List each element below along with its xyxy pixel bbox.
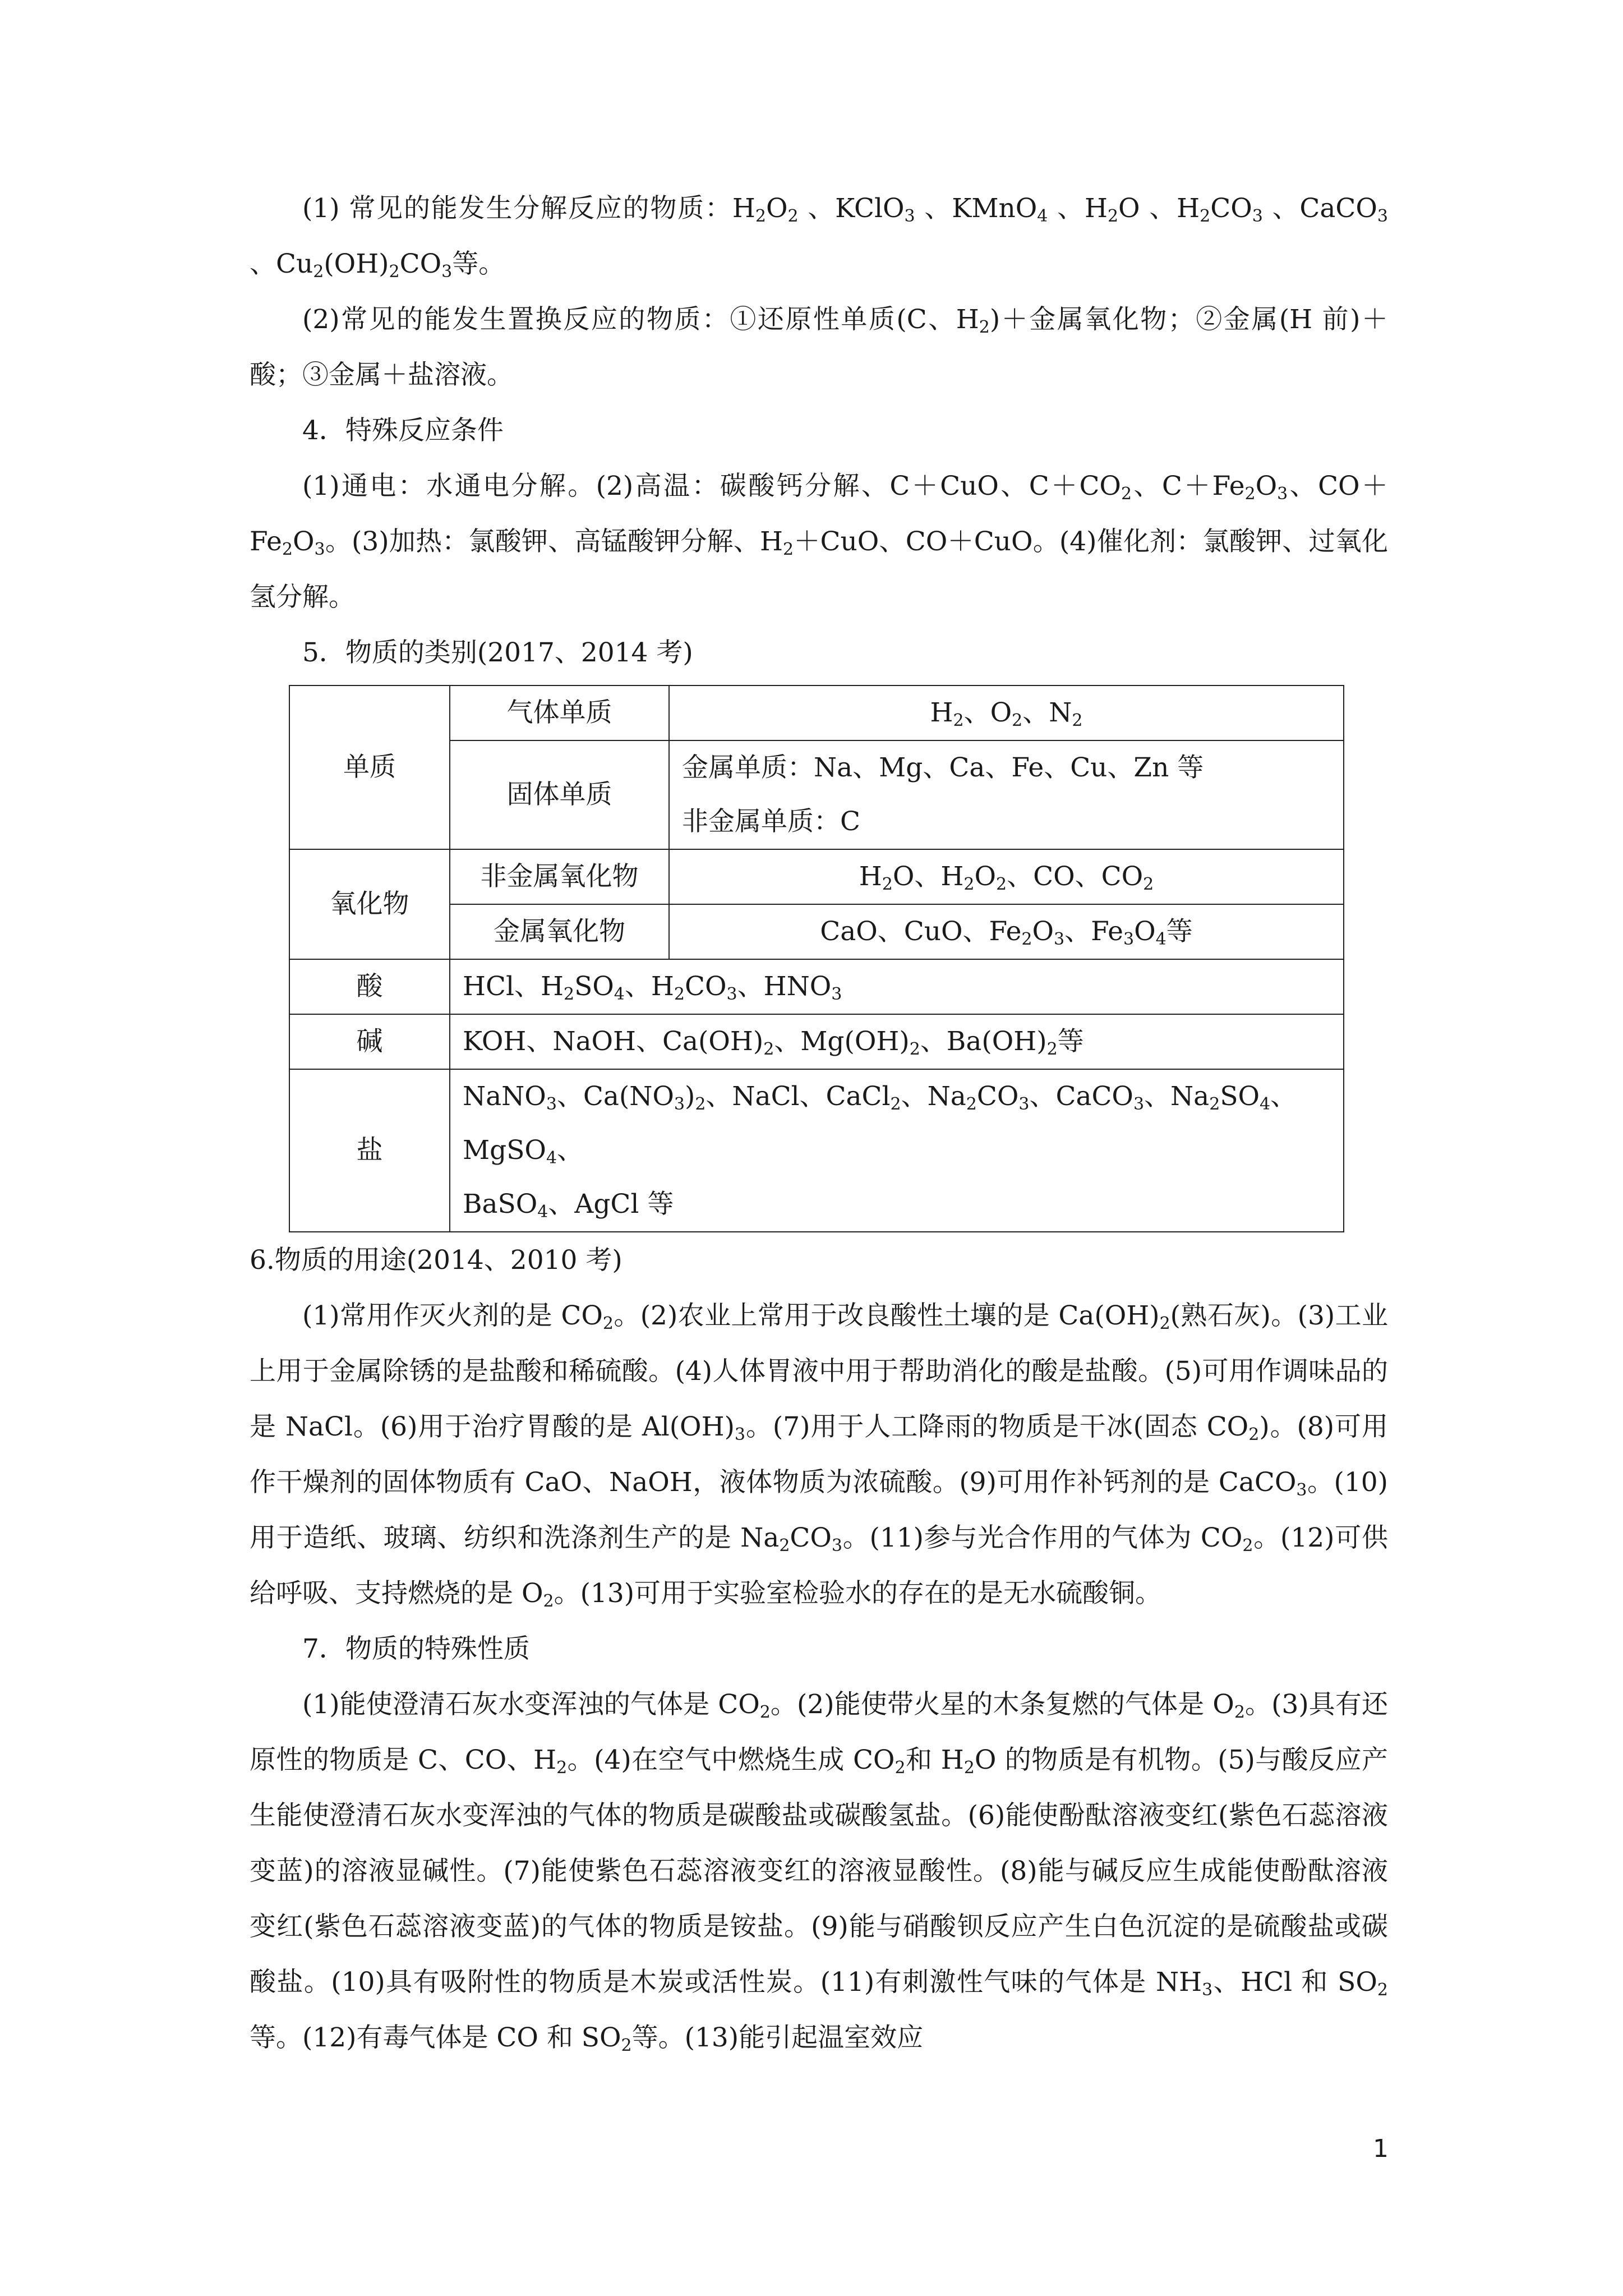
page-number: 1	[1373, 2134, 1389, 2163]
text-run: ＋CuO、CO＋CuO。(4)催化剂：氯酸钾、过氧化氢分解。	[250, 526, 1388, 613]
substance-category-table	[289, 685, 1344, 1232]
text-run: (熟石灰)。(3)工业上用于金属除锈的是盐酸和稀硫酸。(4)人体胃液中用于帮助消化的酸是盐酸。(5)可用作调味品的是 NaCl。(6)用于治疗胃酸的是 Al(OH)	[250, 1300, 1388, 1442]
subscript: 2	[996, 875, 1007, 894]
text-run: 、N	[1022, 697, 1072, 728]
text-run: O	[292, 526, 315, 557]
subscript: 2	[1248, 1425, 1260, 1444]
category-cell-acid: 酸	[289, 959, 450, 1014]
subscript: 2	[389, 262, 400, 282]
subscript: 2	[1159, 1314, 1170, 1333]
subscript: 4	[1037, 206, 1048, 226]
subscript: 2	[563, 984, 575, 1004]
text-run: O	[766, 193, 788, 224]
subscript: 4	[546, 1148, 557, 1168]
subscript: 2	[621, 2036, 632, 2055]
text-run: 、H	[1048, 193, 1108, 224]
subcategory-cell: 金属氧化物	[450, 904, 669, 959]
subscript: 2	[1107, 206, 1119, 226]
paragraph-substance-uses	[250, 1288, 1388, 1621]
text-run: O	[1134, 916, 1156, 947]
subscript: 2	[1377, 1980, 1388, 2000]
subscript: 2	[602, 1314, 614, 1333]
text-run: 。(12)可供给呼吸、支持燃烧的是 O	[250, 1522, 1388, 1609]
text-run: SO	[574, 971, 614, 1002]
text-run: 、HNO	[737, 971, 832, 1002]
value-cell	[669, 904, 1344, 959]
text-run: CO	[399, 249, 442, 279]
text-run: (1)通电：水通电分解。(2)高温：碳酸钙分解、C＋CuO、C＋CO	[302, 471, 1121, 501]
text-run: 。(4)在空气中燃烧生成 CO	[567, 1745, 895, 1775]
subscript: 2	[763, 1039, 774, 1059]
subcategory-cell: 气体单质	[450, 685, 669, 740]
subscript: 3	[314, 540, 325, 559]
subscript: 3	[1202, 1980, 1213, 2000]
subscript: 2	[1234, 1703, 1245, 1722]
subscript: 2	[963, 1758, 975, 1778]
text-run: H	[930, 697, 953, 728]
subscript: 4	[614, 984, 625, 1004]
text-run: CO	[976, 1081, 1019, 1112]
subscript: 2	[963, 875, 975, 894]
subscript: 3	[1377, 206, 1388, 226]
subscript: 2	[695, 1094, 706, 1114]
subscript: 3	[831, 984, 842, 1004]
subscript: 2	[1143, 875, 1154, 894]
subcategory-cell: 非金属氧化物	[450, 849, 669, 904]
text-run: 、Cu	[250, 249, 313, 279]
text-run: 等。(12)有毒气体是 CO 和 SO	[250, 2022, 621, 2053]
value-cell	[450, 959, 1344, 1014]
table-row	[289, 1069, 1344, 1232]
value-line: 非金属单质：C	[682, 806, 860, 837]
heading-special-conditions: 4．特殊反应条件	[302, 415, 504, 446]
subscript: 2	[1012, 711, 1023, 730]
text-run: HCl、H	[463, 971, 564, 1002]
text-run: O	[1032, 916, 1054, 947]
subscript: 2	[979, 318, 990, 337]
table-row	[289, 1014, 1344, 1069]
text-run: 等。	[452, 249, 505, 279]
text-run: (1)常用作灭火剂的是 CO	[302, 1300, 603, 1331]
text-run: 、Fe	[1064, 916, 1123, 947]
subscript: 3	[726, 984, 737, 1004]
subscript: 2	[1121, 484, 1132, 504]
paragraph-decomposition	[250, 181, 1388, 292]
subscript: 2	[953, 711, 964, 730]
paragraph-special-conditions	[250, 458, 1388, 625]
text-run: 。(3)具有还原性的物质是 C、CO、H	[250, 1689, 1389, 1775]
text-run: H	[859, 861, 882, 892]
text-run: 、KClO	[798, 193, 905, 224]
subscript: 3	[1123, 930, 1135, 949]
text-run: SO	[1220, 1081, 1260, 1112]
heading-special-properties: 7．物质的特殊性质	[302, 1634, 530, 1664]
category-cell-base: 碱	[289, 1014, 450, 1069]
text-run: CO	[1210, 193, 1252, 224]
subscript: 3	[441, 262, 453, 282]
subscript: 2	[1021, 930, 1032, 949]
text-run: CO	[684, 971, 727, 1002]
text-run: )	[684, 1081, 695, 1112]
subscript: 3	[1252, 206, 1263, 226]
category-cell-salt: 盐	[289, 1069, 450, 1232]
text-run: 、C＋Fe	[1132, 471, 1245, 501]
subscript: 2	[1072, 711, 1083, 730]
subscript: 3	[904, 206, 915, 226]
value-line: 金属单质：Na、Mg、Ca、Fe、Cu、Zn 等	[682, 752, 1204, 783]
paragraph-displacement	[250, 292, 1388, 403]
subscript: 4	[1155, 930, 1166, 949]
subscript: 2	[882, 875, 893, 894]
subscript: 3	[734, 1425, 746, 1444]
subscript: 2	[543, 1591, 554, 1611]
text-run: (1)能使澄清石灰水变浑浊的气体是 CO	[302, 1689, 760, 1720]
table-row	[289, 685, 1344, 740]
text-run: (1) 常见的能发生分解反应的物质：H	[302, 193, 755, 224]
subscript: 2	[1046, 1039, 1058, 1059]
subscript: 3	[1296, 1480, 1307, 1500]
text-run: 、AgCl 等	[548, 1189, 674, 1220]
value-cell	[669, 849, 1344, 904]
subscript: 2	[779, 1536, 790, 1556]
heading-substance-uses: 6.物质的用途(2014、2010 考)	[250, 1245, 623, 1276]
subscript: 3	[1018, 1094, 1030, 1114]
category-cell-oxide: 氧化物	[289, 849, 450, 959]
subscript: 2	[890, 1094, 901, 1114]
text-run: 、Na	[1144, 1081, 1210, 1112]
subscript: 3	[674, 1094, 685, 1114]
text-run: CaO、CuO、Fe	[820, 916, 1022, 947]
heading-substance-categories: 5．物质的类别(2017、2014 考)	[302, 637, 693, 668]
text-run: KOH、NaOH、Ca(OH)	[463, 1026, 764, 1057]
text-run: 、O	[963, 697, 1012, 728]
text-run: 。(7)用于人工降雨的物质是干冰(固态 CO	[745, 1411, 1249, 1442]
subscript: 3	[831, 1536, 843, 1556]
subscript: 2	[674, 984, 685, 1004]
subscript: 2	[1244, 484, 1256, 504]
text-run: 、H	[624, 971, 674, 1002]
text-run: 和 H	[905, 1745, 964, 1775]
page-content	[250, 181, 1388, 2065]
subscript: 2	[783, 540, 794, 559]
text-run: O	[974, 861, 997, 892]
text-run: 等。(13)能引起温室效应	[631, 2022, 924, 2053]
text-run: (OH)	[324, 249, 389, 279]
text-run: 、CaCO	[1029, 1081, 1133, 1112]
text-run: (2)常见的能发生置换反应的物质：①还原性单质(C、H	[302, 304, 979, 335]
text-run: 、Ca(NO	[556, 1081, 674, 1112]
subscript: 2	[556, 1758, 568, 1778]
text-run: 、KMnO	[915, 193, 1038, 224]
value-cell	[450, 1014, 1344, 1069]
subcategory-cell: 固体单质	[450, 740, 669, 849]
text-run: 、CaCO	[1262, 193, 1377, 224]
subscript: 2	[313, 262, 324, 282]
subscript: 3	[1133, 1094, 1145, 1114]
value-line	[463, 1177, 1331, 1231]
subscript: 3	[546, 1094, 557, 1114]
text-run: 、MgSO	[463, 1081, 1297, 1166]
subscript: 2	[909, 1039, 920, 1059]
subscript: 4	[1260, 1094, 1271, 1114]
subscript: 2	[282, 540, 293, 559]
value-line	[463, 1070, 1331, 1177]
table-row	[289, 959, 1344, 1014]
text-run: 。(13)可用于实验室检验水的存在的是无水硫酸铜。	[554, 1578, 1162, 1609]
text-run: CO	[790, 1522, 832, 1553]
text-run: 。(10)用于造纸、玻璃、纺织和洗涤剂生产的是 Na	[250, 1467, 1388, 1553]
text-run: O	[1255, 471, 1278, 501]
text-run: 、HCl 和 SO	[1212, 1967, 1377, 1998]
text-run: 等	[1057, 1026, 1084, 1057]
text-run: )。(8)可用作干燥剂的固体物质有 CaO、NaOH，液体物质为浓硫酸。(9)可用作补钙剂的是 CaCO	[250, 1411, 1388, 1498]
text-run: O、H	[892, 861, 964, 892]
text-run: 、CO＋Fe	[250, 471, 1388, 557]
subscript: 2	[1242, 1536, 1253, 1556]
text-run: 。(11)参与光合作用的气体为 CO	[842, 1522, 1243, 1553]
text-run: O 的物质是有机物。(5)与酸反应产生能使澄清石灰水变浑浊的气体的物质是碳酸盐或碳酸氢盐。(6)能使酚酞溶液变红(紫色石蕊溶液变蓝)的溶液显碱性。(7)能使紫色石蕊溶液变红的溶液显酸性。(8)能与碱反应生成能使酚酞溶液变红(紫色石蕊溶液变蓝)的气体的物质是铵盐。(9)能与硝酸钡反应产生白色沉淀的是硫酸盐或碳酸盐。(10)具有吸附性的物质是木炭或活性炭。(11)有刺激性气味的气体是 NH	[250, 1745, 1389, 1998]
text-run: 等	[1166, 916, 1193, 947]
text-run: NaNO	[463, 1081, 546, 1112]
text-run: 、Na	[901, 1081, 966, 1112]
subscript: 2	[966, 1094, 977, 1114]
subscript: 2	[759, 1703, 771, 1722]
text-run: 、CO、CO	[1007, 861, 1144, 892]
text-run: 。(2)能使带火星的木条复燃的气体是 O	[770, 1689, 1234, 1720]
table-row	[289, 849, 1344, 904]
text-run: 。(3)加热：氯酸钾、高锰酸钾分解、H	[325, 526, 783, 557]
text-run: 、	[557, 1135, 584, 1166]
subscript: 2	[1200, 206, 1211, 226]
value-cell	[669, 685, 1344, 740]
subscript: 2	[1209, 1094, 1220, 1114]
value-cell	[669, 740, 1344, 849]
category-cell-element: 单质	[289, 685, 450, 849]
paragraph-special-properties	[250, 1677, 1388, 2065]
text-run: 、Mg(OH)	[774, 1026, 910, 1057]
text-run: BaSO	[463, 1189, 538, 1220]
subscript: 2	[787, 206, 799, 226]
subscript: 2	[755, 206, 766, 226]
text-run: O 、H	[1118, 193, 1200, 224]
subscript: 2	[895, 1758, 906, 1778]
value-cell	[450, 1069, 1344, 1232]
text-run: 、NaCl、CaCl	[706, 1081, 891, 1112]
subscript: 3	[1054, 930, 1065, 949]
subscript: 3	[1277, 484, 1288, 504]
text-run: )＋金属氧化物；②金属(H 前)＋酸；③金属＋盐溶液。	[250, 304, 1388, 390]
text-run: 、Ba(OH)	[920, 1026, 1047, 1057]
subscript: 4	[537, 1202, 548, 1222]
text-run: 。(2)农业上常用于改良酸性土壤的是 Ca(OH)	[613, 1300, 1160, 1331]
